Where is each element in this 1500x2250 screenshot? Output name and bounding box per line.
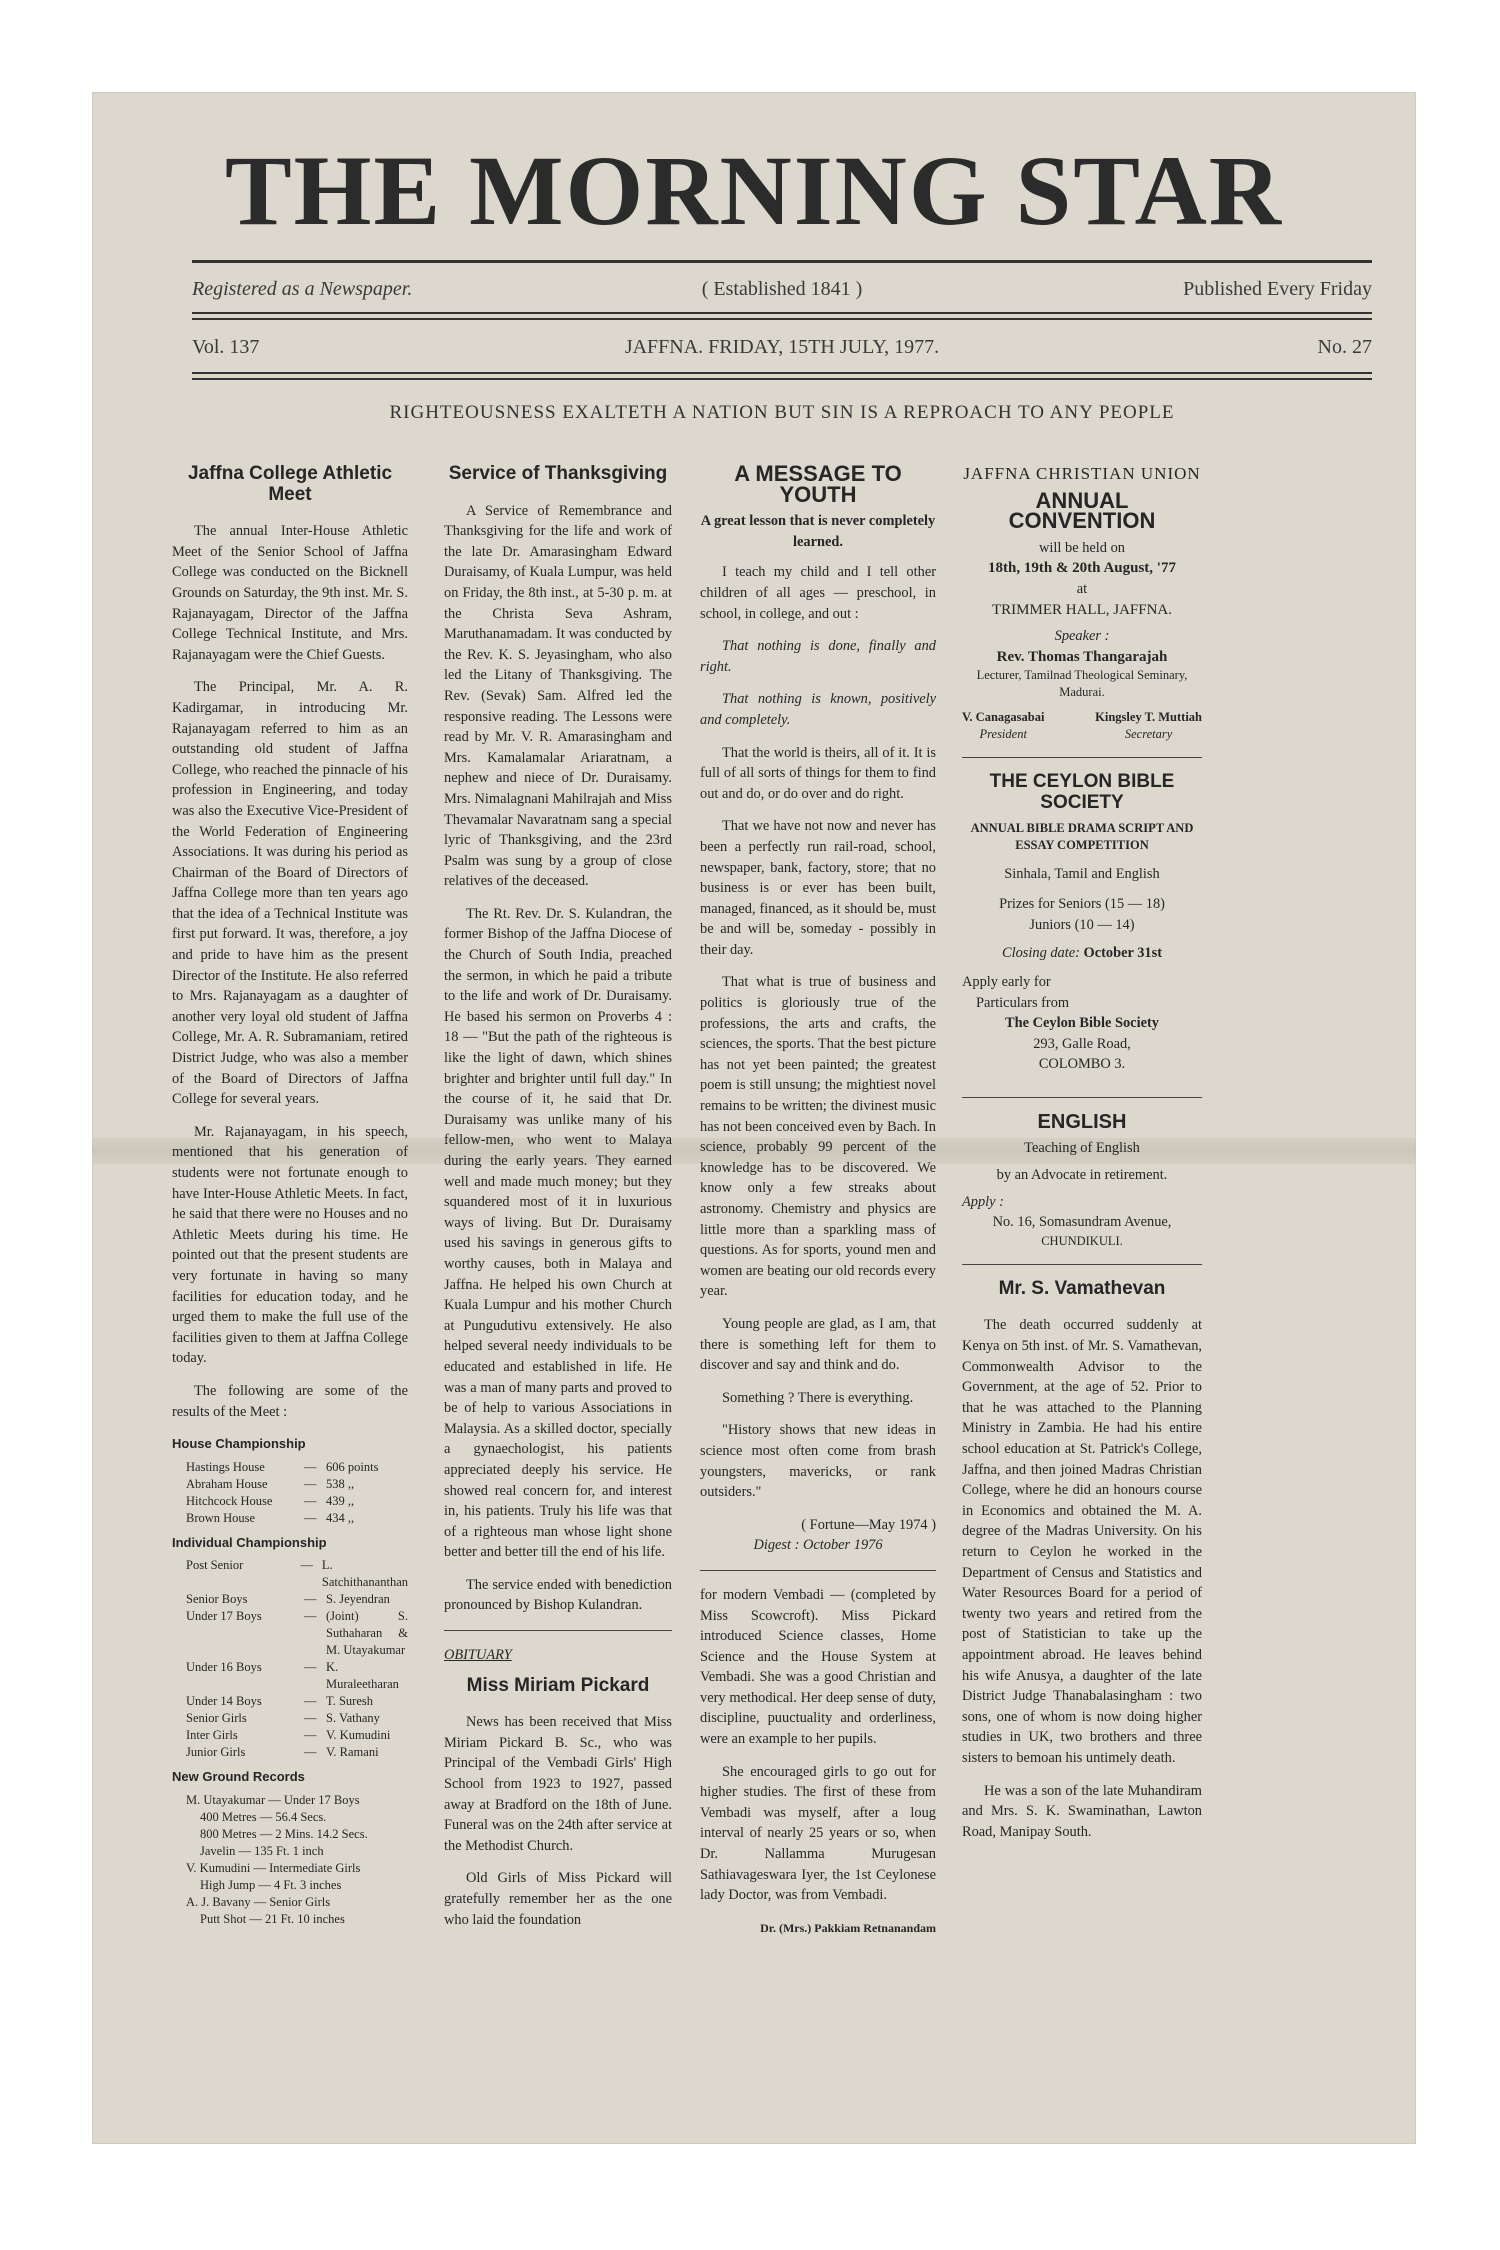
result-row: Post Senior — L. Satchithananthan (186, 1558, 408, 1590)
headline-thanksgiving: Service of Thanksgiving (448, 463, 668, 484)
headline-athletic-meet: Jaffna College Athletic Meet (187, 463, 393, 505)
record-line: 400 Metres — 56.4 Secs. (200, 1809, 327, 1824)
masthead-strip-1 (192, 278, 1372, 304)
convention-title: ANNUAL CONVENTION (1008, 487, 1156, 534)
address-city: COLOMBO 3. (1038, 1056, 1126, 1073)
address-line: No. 16, Somasundram Avenue, (992, 1214, 1172, 1231)
secretary: Kingsley T. Muttiah Secretary (1095, 710, 1202, 742)
closing-date-line: Closing date: October 31st (1001, 945, 1163, 962)
prizes-seniors: Prizes for Seniors (15 — 18) (999, 896, 1165, 913)
obituary-label: OBITUARY (444, 1647, 512, 1664)
article-paragraph: Old Girls of Miss Pickard will gratefully remember her as the one who laid the foundation (444, 1870, 672, 1928)
record-line: V. Kumudini — Intermediate Girls (186, 1860, 361, 1875)
masthead-rule (192, 260, 1372, 263)
record-line: M. Utayakumar — Under 17 Boys (186, 1792, 360, 1807)
article-paragraph: The death occurred suddenly at Kenya on 5th inst. of Mr. S. Vamathevan, Commonwealth Advisor to the Government, at the age of 52. Prior to that he was attached to the Planning Ministry in Zambia. He had his entire school education at St. Patrick's College, Jaffna, and then joined Madras Christian College, where he did an honours course in Economics and obtained the M. A. degree of the Madras University. On his return to Ceylon he worked in the Department of Census and Statistics and Water Resources Board for a period of twenty two years and retired from the post of Statistician to take up the appointment abroad. He leaves behind his wife Anusya, a daughter of the late District Judge Thanabalasingham : two sons, one of whom is now doing higher studies in UK, two brothers and three sisters to bemoan his untimely death. (962, 1317, 1202, 1766)
article-paragraph: She encouraged girls to go out for higher studies. The first of these from Vembadi was myself, after a loug interval of nearly 25 years or so, when Dr. Nallamma Murugesan Sathiavageswara Iyer, the 1st Ceylonese lady Doctor, was from Vembadi. (700, 1763, 936, 1904)
result-row: Under 17 Boys — (Joint) S. Suthaharan & M. Utayakumar (186, 1609, 408, 1658)
article-paragraph: The Rt. Rev. Dr. S. Kulandran, the former Bishop of the Jaffna Diocese of the Church of South India, preached the sermon, in which he paid a tribute to the life and work of Dr. Duraisamy. He based his sermon on Proverbs 4 : 18 — "But the path of the righteous is like the light of dawn, which shines brighter and brighter until full day." In the course of it, he said that Dr. Duraisamy was unlike many of his fellow-men, who went to Malaya during the early years. They earned well and made much money; but they squandered most of it in luxurious ways of living. But Dr. Duraisamy used his savings in generous gifts to worthy causes, both in Malaya and Jaffna. He helped his own Church at Kuala Lumpur and his mother Church at Pungudutivu extensively. He also helped several needy individuals to be educated and established in life. He was a man of many parts and proved to be of help to various Associations in Malaysia. As a skilled doctor, specially a gynaechologist, his patients appreciated deeply his service. He showed real concern for, and interest in, his patients. Truly his life was that of a righteous man whose light shone better and better till the end of his life. (444, 905, 672, 1561)
english-title: ENGLISH (1037, 1110, 1127, 1133)
quote-line: That nothing is done, finally and right. (700, 638, 936, 675)
article-paragraph: A Service of Remembrance and Thanksgiving for the life and work of the late Dr. Amarasingham Edward Duraisamy, of Kuala Lumpur, was held on Friday, the 8th inst., at 5-30 p. m. at the Christa Seva Ashram, Maruthanamadam. It was conducted by the Rev. K. S. Jeyasingham, who also led the Litany of Thanksgiving. The Rev. (Sevak) Sam. Alfred led the responsive reading. The Lessons were read by Mr. V. R. Amarasingham and Mrs. Kamalamalar Ariaratnam, a nephew and niece of Dr. Duraisamy. Mrs. Nimalagnani Mahilrajah and Miss Thevamalar Navaratnam sang a special lyric of Thanksgiving, and the 23rd Psalm was sung by a group of close relatives of the deceased. (444, 502, 672, 890)
volume-number: Vol. 137 (192, 336, 260, 358)
officers (962, 709, 1202, 743)
headline-miriam-pickard: Miss Miriam Pickard (466, 1674, 650, 1696)
result-row: Senior Boys — S. Jeyendran (186, 1592, 390, 1607)
article-paragraph: The following are some of the results of the Meet : (172, 1382, 408, 1420)
article-paragraph: for modern Vembadi — (completed by Miss Scowcroft). Miss Pickard introduced Science classes, Home Science and the House System at Vembadi. She was a good Christian and very methodical. Her deep sense of duty, discipline, puuctuality and orderliness, were an example to her pupils. (700, 1586, 936, 1748)
house-results (172, 1459, 408, 1527)
dateline: JAFFNA. FRIDAY, 15TH JULY, 1977. (624, 336, 940, 358)
issue-number: No. 27 (1317, 336, 1372, 358)
result-row: Junior Girls — V. Ramani (186, 1745, 379, 1760)
article-paragraph: That what is true of business and politics is gloriously true of the professions, the arts and crafts, the sciences, the sports. That the best picture has not yet been painted; the greatest poem is still unsung; the mightiest novel remains to be written; the divinest music has not been conceived even by Bach. In science, probably 99 percent of the knowledge has to be discovered. We know only a few streaks about astronomy. Chemistry and physics are little more than a sparkling mass of questions. As for sports, yound men and women are beating our old records every year. (700, 974, 936, 1300)
article-paragraph: The service ended with benediction pronounced by Bishop Kulandran. (444, 1576, 672, 1614)
convention-venue: TRIMMER HALL, JAFFNA. (991, 601, 1172, 618)
record-line: Javelin — 135 Ft. 1 inch (200, 1843, 324, 1858)
record-line: Putt Shot — 21 Ft. 10 inches (200, 1911, 345, 1926)
strip-rule-1 (192, 312, 1372, 314)
strip-rule-2b (192, 378, 1372, 380)
article-paragraph: Mr. Rajanayagam, in his speech, mentioned that his generation of students were not fortunate enough to have Inter-House Athletic Meets. In fact, he said that there were no Houses and no Athletic Meets during his time. He pointed out that the present students are very fortunate in having so many facilities for education today, and he urged them to make the full use of the facilities given to them at Jaffna College today. (172, 1123, 408, 1367)
speaker-role: Lecturer, Tamilnad Theological Seminary, Madurai. (976, 668, 1188, 700)
speaker-label: Speaker : (1054, 628, 1110, 645)
strip-rule-2 (192, 372, 1372, 374)
digest-line: Digest : October 1976 (753, 1537, 883, 1554)
column-notices (962, 464, 1202, 1854)
motto: RIGHTEOUSNESS EXALTETH A NATION BUT SIN IS A REPROACH TO ANY PEOPLE (389, 402, 1175, 423)
result-row: Abraham House — 538 ,, (186, 1476, 355, 1491)
masthead-strip-2 (192, 336, 1372, 362)
divider (962, 1097, 1202, 1098)
article-paragraph: Young people are glad, as I am, that there is something left for them to discover and say and think and do. (700, 1315, 936, 1374)
address-city: CHUNDIKULI. (1041, 1233, 1123, 1248)
source-line: ( Fortune—May 1974 ) (801, 1516, 936, 1533)
individual-championship-heading: Individual Championship (172, 1534, 327, 1550)
subheadline: A great lesson that is never completely learned. (700, 513, 936, 550)
notice-line: at (1076, 580, 1088, 597)
article-paragraph: The annual Inter-House Athletic Meet of the Senior School of Jaffna College was conducted on the Bicknell Grounds on Saturday, the 9th inst. Mr. S. Rajanayagam, Director of the Jaffna College Technical Institute, and Mrs. Rajanayagam were the Chief Guests. (172, 523, 408, 663)
house-championship-heading: House Championship (172, 1436, 306, 1452)
article-paragraph: News has been received that Miss Miriam Pickard B. Sc., who was Principal of the Vembadi Girls' High School from 1923 to 1927, passed away at Bradford on the 18th of June. Funeral was on the 24th after service at the Methodist Church. (444, 1714, 672, 1854)
address-line: 293, Galle Road, (1033, 1035, 1131, 1052)
newspaper-page (92, 92, 1416, 2144)
published-note: Published Every Friday (1183, 278, 1372, 300)
divider (962, 1264, 1202, 1265)
notice-line: will be held on (1039, 539, 1125, 556)
headline-vamathevan: Mr. S. Vamathevan (998, 1277, 1166, 1299)
divider (962, 757, 1202, 758)
result-row: Under 16 Boys — K. Muraleetharan (186, 1660, 399, 1692)
article-paragraph: I teach my child and I tell other children of all ages — preschool, in school, in college, and out : (700, 564, 936, 622)
quote-line: That nothing is known, positively and completely. (700, 691, 936, 728)
speaker-name: Rev. Thomas Thangarajah (996, 648, 1168, 665)
apply-label: Apply : (962, 1193, 1004, 1210)
column-athletic-meet (172, 464, 408, 1928)
article-paragraph: The Principal, Mr. A. R. Kadirgamar, in introducing Mr. Rajanayagam referred to him as an outstanding old student of Jaffna College, who reached the pinnacle of his profession in Engineering, and today was also the Executive Vice-President of the World Federation of Engineering Associations. It was during his period as Chairman of the Board of Directors of Jaffna College more than ten years ago that the idea of a Technical Institute was first put forward. It was, therefore, a joy and pride to have him as the present Director of the Institute. He also referred to Mrs. Rajanayagam as a daughter of another very loyal old student of Jaffna College, Mr. A. R. Subramaniam, retired District Judge, who was also a member of the Board of Directors of Jaffna College for several years. (172, 679, 408, 1108)
notice-line: Teaching of English (1024, 1140, 1140, 1157)
article-paragraph: That we have not now and never has been a perfectly run rail-road, school, newspaper, bank, factory, store; that no business is or ever has been built, managed, financed, as it should be, must be and will be, someday - possibly in their day. (700, 818, 936, 958)
registered-note: Registered as a Newspaper. (192, 278, 413, 300)
bible-society-title: THE CEYLON BIBLE SOCIETY (989, 771, 1175, 813)
divider (700, 1570, 936, 1571)
result-row: Under 14 Boys — T. Suresh (186, 1694, 373, 1709)
strip-rule-1b (192, 318, 1372, 320)
bible-society-name: The Ceylon Bible Society (1005, 1015, 1159, 1032)
ground-records-heading: New Ground Records (172, 1769, 305, 1785)
languages: Sinhala, Tamil and English (1004, 865, 1160, 882)
jcu-heading: JAFFNA CHRISTIAN UNION (963, 464, 1201, 483)
individual-results (172, 1557, 408, 1761)
article-paragraph: "History shows that new ideas in science most often come from brash youngsters, mavericks, or rank outsiders." (700, 1422, 936, 1501)
president: V. Canagasabai President (962, 710, 1045, 742)
masthead-title: THE MORNING STAR (224, 135, 1284, 246)
competition-title: ANNUAL BIBLE DRAMA SCRIPT AND ESSAY COMPETITION (970, 820, 1194, 852)
notice-line: Particulars from (976, 994, 1070, 1011)
result-row: Inter Girls — V. Kumudini (186, 1728, 391, 1743)
article-paragraph: That the world is theirs, all of it. It is full of all sorts of things for them to find out and do, or do over and do right. (700, 744, 936, 802)
signature: Dr. (Mrs.) Pakkiam Retnanandam (760, 1920, 936, 1935)
record-line: 800 Metres — 2 Mins. 14.2 Secs. (200, 1826, 368, 1841)
result-row: Hitchcock House — 439 ,, (186, 1493, 355, 1508)
record-line: A. J. Bavany — Senior Girls (186, 1894, 331, 1909)
prizes-juniors: Juniors (10 — 14) (1029, 916, 1135, 933)
notice-line: by an Advocate in retirement. (996, 1167, 1168, 1184)
result-row: Hastings House — 606 points (186, 1459, 379, 1474)
established-note: ( Established 1841 ) (701, 278, 863, 300)
record-line: High Jump — 4 Ft. 3 inches (200, 1877, 342, 1892)
column-thanksgiving (444, 464, 672, 1942)
article-paragraph: He was a son of the late Muhandiram and Mrs. S. K. Swaminathan, Lawton Road, Manipay South. (962, 1782, 1202, 1840)
headline-message-youth: A MESSAGE TO YOUTH (734, 461, 902, 507)
column-message-youth (700, 461, 936, 1938)
ground-records (172, 1792, 408, 1928)
divider (444, 1630, 672, 1631)
result-row: Brown House — 434 ,, (186, 1510, 355, 1525)
convention-dates: 18th, 19th & 20th August, '77 (988, 560, 1176, 577)
article-paragraph: Something ? There is everything. (722, 1389, 914, 1406)
result-row: Senior Girls — S. Vathany (186, 1711, 380, 1726)
notice-line: Apply early for (962, 973, 1051, 990)
